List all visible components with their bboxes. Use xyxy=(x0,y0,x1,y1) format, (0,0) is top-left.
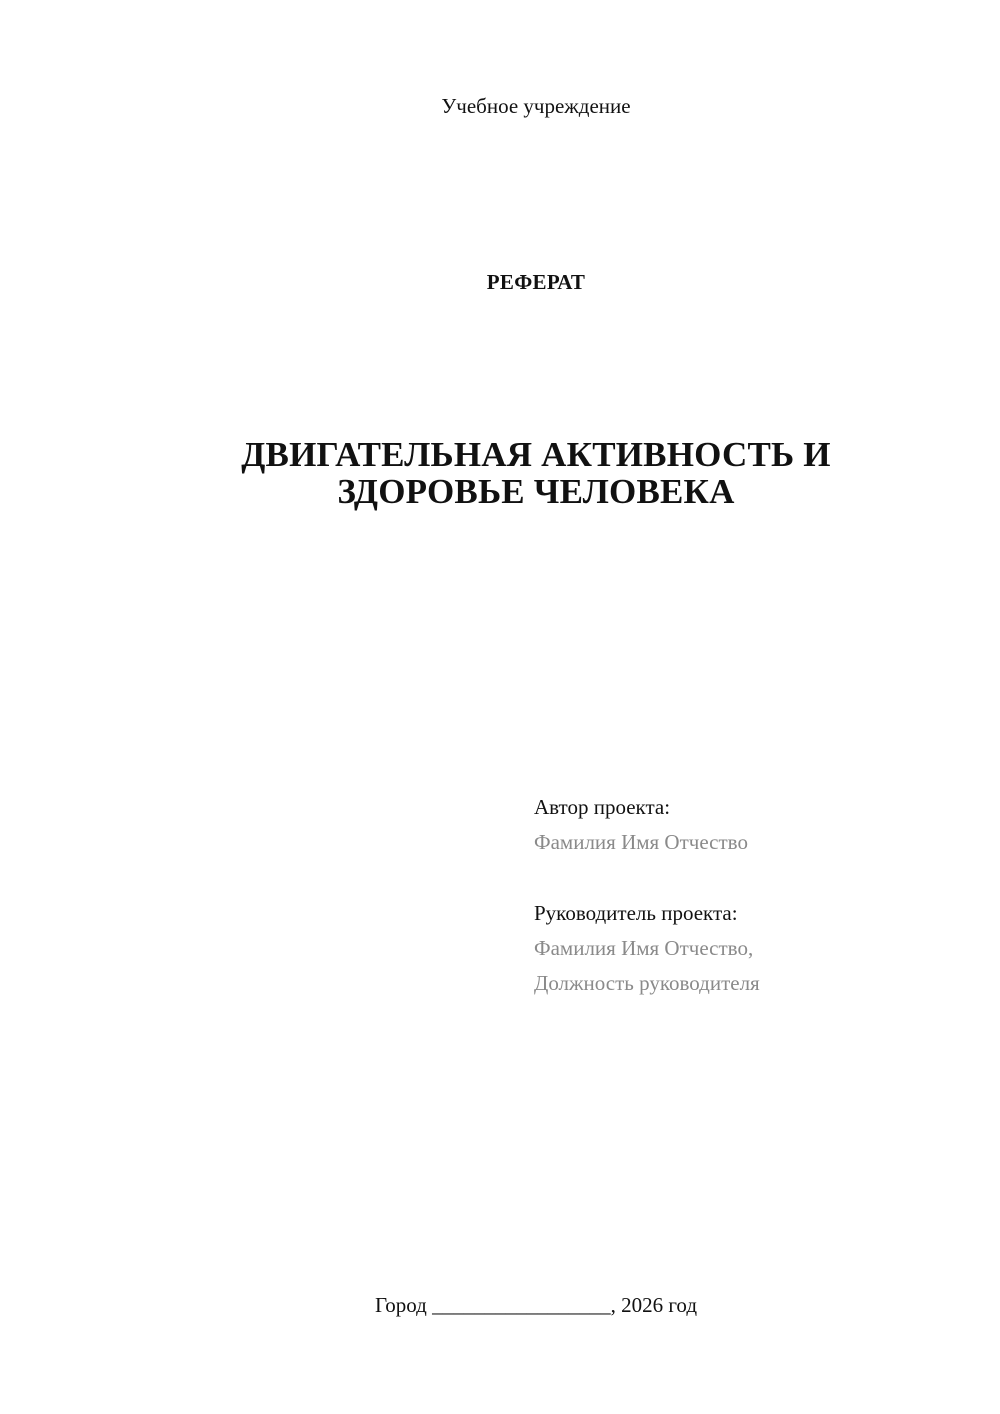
document-type: РЕФЕРАТ xyxy=(486,270,586,294)
document-title xyxy=(0,436,1000,510)
spacer xyxy=(534,860,974,896)
supervisor-label: Руководитель проекта: xyxy=(534,901,738,925)
document-title-line-1: ДВИГАТЕЛЬНАЯ АКТИВНОСТЬ И xyxy=(241,435,831,474)
author-name: Фамилия Имя Отчество xyxy=(534,830,748,854)
city-year-line xyxy=(0,1290,1000,1320)
institution-name: Учебное учреждение xyxy=(441,94,631,118)
city-blank: _________________ xyxy=(432,1293,611,1317)
author-label: Автор проекта: xyxy=(534,795,671,819)
year-text: , 2026 год xyxy=(610,1293,698,1317)
document-title-line-2: ЗДОРОВЬЕ ЧЕЛОВЕКА xyxy=(337,472,735,511)
supervisor-name: Фамилия Имя Отчество, xyxy=(534,936,754,960)
city-label: Город xyxy=(374,1293,427,1317)
supervisor-position: Должность руководителя xyxy=(534,971,760,995)
project-info-block xyxy=(534,790,974,1001)
